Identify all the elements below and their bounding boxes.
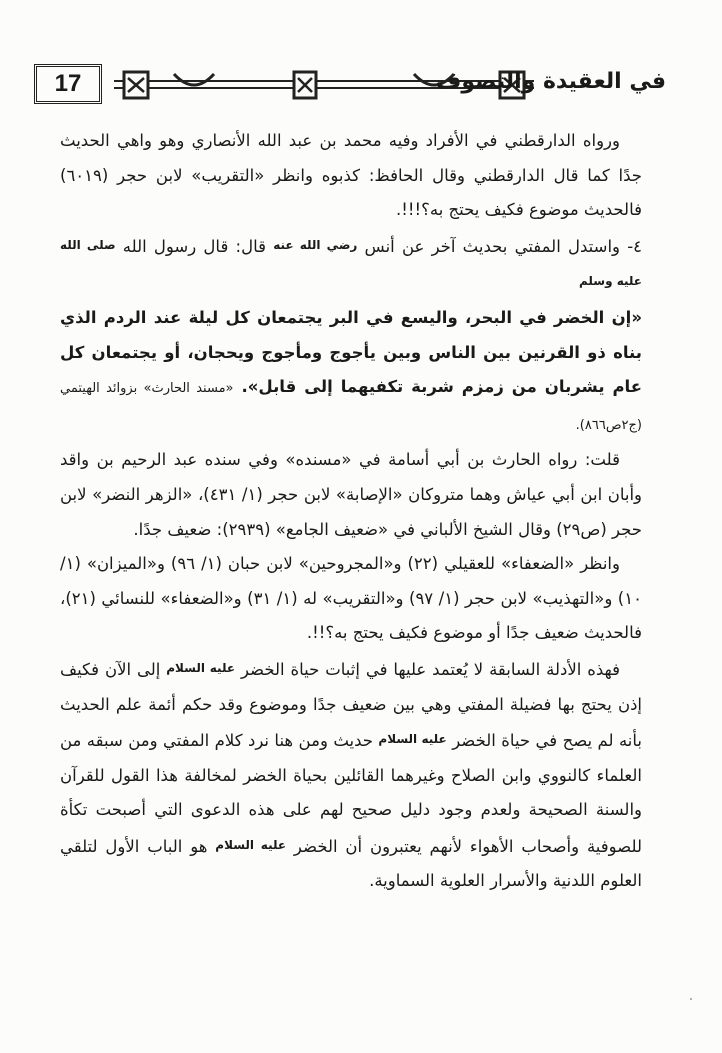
prophet-salutation: صلى الله عليه وسلم (60, 237, 642, 289)
hadith-continuation: حديث ومن هنا نرد كلام المفتي ومن (128, 731, 373, 751)
said-text: قال: قال رسول الله (122, 236, 267, 256)
until-now: إلى الآن (104, 659, 161, 679)
paragraph-6 (60, 651, 642, 899)
huwa-text: هو (190, 836, 208, 856)
scan-speck (690, 998, 692, 1000)
paragraph-2 (60, 228, 642, 301)
hadith-source: «مسند الحارث» بزوائد الهيتمي (ج٢ص٨٦٦). (60, 381, 642, 433)
alayhi-salam-3: عليه السلام (215, 837, 287, 852)
page-header (28, 60, 668, 112)
paragraph-6-text: فهذه الأدلة السابقة لا يُعتمد عليها في إثبات حياة الخضر (240, 659, 620, 679)
hadith-text: «إن الخضر في البحر، واليسع في البر يجتمعان كل ليلة عند الردم الذي بناه ذو القرنين بين الناس وبين يأجوج ومأجوج ويحجان، أو يجتمعان كل عام يشربان من زمزم شربة تكفيهما إلى قابل». (60, 307, 642, 397)
paragraph-2-lead: ٤- واستدل المفتي بحديث آخر عن أنس (364, 236, 643, 256)
paragraph-7-text: فكيف إذن يحتج بها فضيلة المفتي وهي بين ضعيف جدًا وموضوع وقد حكم أئمة علم الحديث بأنه لم يصح في حياة الخضر (60, 659, 643, 751)
anas-honorific: رضي الله عنه (273, 237, 358, 252)
paragraph-4: قلت: رواه الحارث بن أبي أسامة في «مسنده» وفي سنده عبد الرحيم بن واقد وأبان ابن أبي عياش وهما متروكان «الإصابة» لابن حجر (١/ ٤٣١)، «الزهر النضر» لابن حجر (ص٢٩) وقال الشيخ الألباني في «ضعيف الجامع» (٢٩٣٩): ضعيف جدًا. (60, 450, 642, 539)
hadith-quote (60, 301, 642, 443)
alayhi-salam-2: عليه السلام (378, 732, 447, 747)
running-head-title: في العقيدة والتصوف (435, 69, 666, 94)
paragraph-8-text: سبقه من العلماء كالنووي وابن الصلاح وغيرهما القائلين بحياة الخضر لمخالفة هذا القول للقرآن والسنة الصحيحة ولعدم وجود دليل صحيح لهم على هذه الدعوى التي أصبحت تكأة للصوفية وأصحاب الأهواء لأنهم يعتبرون أن الخضر (60, 731, 642, 856)
alayhi-salam-1: عليه السلام (166, 660, 236, 675)
paragraph-5: وانظر «الضعفاء» للعقيلي (٢٢) و«المجروحين» لابن حبان (١/ ٩٦) و«الميزان» (١/ ١٠) و«التهذيب» لابن حجر (١/ ٩٧) و«التقريب» له (١/ ٣١) و«الضعفاء» للنسائي (٢١)، فالحديث ضعيف جدًا أو موضوع فكيف يحتج به؟!!. (60, 554, 642, 643)
closing-text: الباب الأول لتلقي العلوم اللدنية والأسرار العلوية السماوية. (60, 836, 642, 891)
body-text (60, 124, 642, 899)
page-number: 17 (34, 64, 102, 104)
paragraph-1: ورواه الدارقطني في الأفراد وفيه محمد بن عبد الله الأنصاري وهو واهي الحديث جدًا كما قال الدارقطني وقال الحافظ: كذبوه وانظر «التقريب» لابن حجر (٦٠١٩) فالحديث موضوع فكيف يحتج به؟!!!. (60, 131, 642, 220)
